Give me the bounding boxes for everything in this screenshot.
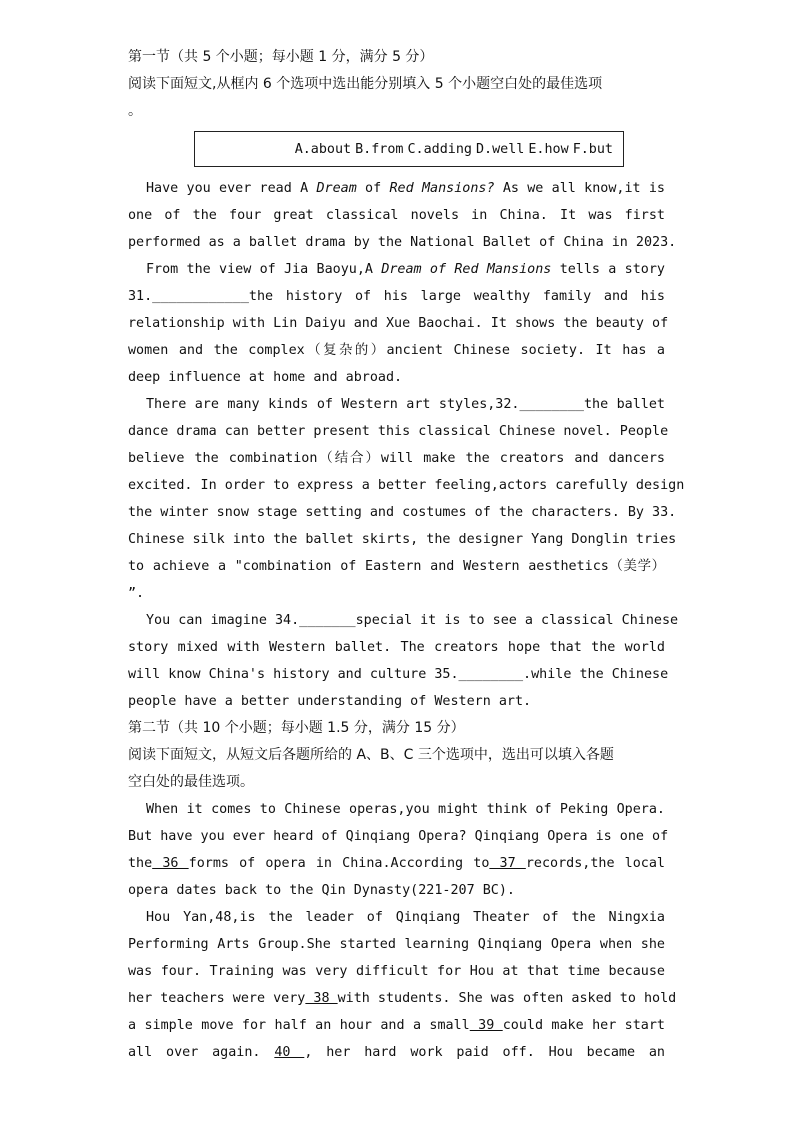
passage2-line: her teachers were very 38 with students. She was often asked to hold: [128, 991, 677, 1006]
passage2-line: But have you ever heard of Qinqiang Opera? Qinqiang Opera is one of: [128, 829, 669, 844]
option-e: E.how: [528, 141, 569, 157]
passage2-line: a simple move for half an hour and a small 39 could make her start: [128, 1018, 665, 1033]
passage2-line: was four. Training was very difficult for Hou at that time because: [128, 964, 665, 979]
worksheet-page: [128, 44, 685, 1066]
passage1-line: deep influence at home and abroad.: [128, 370, 403, 385]
passage1-line: to achieve a "combination of Eastern and Western aesthetics（美学）: [128, 559, 665, 574]
section2-heading: 第二节（共 10 个小题；每小题 1.5 分，满分 15 分）: [128, 720, 465, 736]
section2-instruction: 阅读下面短文，从短文后各题所给的 A、B、C 三个选项中，选出可以填入各题: [128, 747, 614, 763]
passage1-line-blank-34: You can imagine 34._______special it is to see a classical Chinese: [146, 613, 679, 628]
passage1-line: people have a better understanding of Western art.: [128, 694, 532, 709]
passage1-line: From the view of Jia Baoyu,A Dream of Red Mansions tells a story: [146, 262, 665, 277]
passage2-line: When it comes to Chinese operas,you might think of Peking Opera.: [146, 802, 665, 817]
passage1-line: ”.: [128, 586, 145, 601]
passage1-line: performed as a ballet drama by the National Ballet of China in 2023.: [128, 235, 677, 250]
blank-37: 37: [489, 856, 526, 871]
passage2-line: Performing Arts Group.She started learning Qinqiang Opera when she: [128, 937, 665, 952]
options-box: [194, 131, 624, 167]
section1-instruction-end: 。: [128, 103, 142, 119]
option-d: D.well: [476, 141, 525, 157]
blank-36: 36: [152, 856, 189, 871]
blank-38: 38: [305, 991, 338, 1006]
passage1-line: Chinese silk into the ballet skirts, the designer Yang Donglin tries: [128, 532, 677, 547]
passage2-line: Hou Yan,48,is the leader of Qinqiang Theater of the Ningxia: [146, 910, 665, 925]
option-b: B.from: [355, 141, 404, 157]
passage1-line: women and the complex（复杂的）ancient Chinese society. It has a: [128, 343, 665, 358]
section1-heading: 第一节（共 5 个小题；每小题 1 分，满分 5 分）: [128, 49, 434, 65]
blank-39: 39: [469, 1018, 503, 1033]
passage1-line: dance drama can better present this classical Chinese novel. People: [128, 424, 669, 439]
passage1-line: believe the combination（结合）will make the creators and dancers: [128, 451, 665, 466]
section2-instruction-end: 空白处的最佳选项。: [128, 774, 254, 790]
passage1-line-blank-35: will know China's history and culture 35.________.while the Chinese: [128, 667, 669, 682]
option-a: A.about: [294, 141, 352, 157]
passage1-line: relationship with Lin Daiyu and Xue Baochai. It shows the beauty of: [128, 316, 669, 331]
passage2-line: the 36 forms of opera in China.According to 37 records,the local: [128, 856, 665, 871]
passage2-line: all over again. 40 , her hard work paid off. Hou became an: [128, 1045, 665, 1060]
passage1-line-blank-32: There are many kinds of Western art styles,32.________the ballet: [146, 397, 665, 412]
passage1-line-blank-31: 31.____________the history of his large wealthy family and his: [128, 289, 665, 304]
option-f: F.but: [572, 141, 613, 157]
passage1-line: story mixed with Western ballet. The creators hope that the world: [128, 640, 665, 655]
passage2: [128, 796, 677, 1066]
passage1-line: one of the four great classical novels in China. It was first: [128, 208, 665, 223]
passage1-line: excited. In order to express a better feeling,actors carefully design: [128, 478, 685, 493]
passage1-line: Have you ever read A Dream of Red Mansions? As we all know,it is: [146, 181, 665, 196]
blank-40: 40: [274, 1045, 305, 1060]
passage1: [128, 175, 685, 715]
passage2-line: opera dates back to the Qin Dynasty(221-207 BC).: [128, 883, 515, 898]
option-c: C.adding: [407, 141, 472, 157]
passage1-line-blank-33: the winter snow stage setting and costumes of the characters. By 33.: [128, 505, 677, 520]
section1-instruction: 阅读下面短文,从框内 6 个选项中选出能分别填入 5 个小题空白处的最佳选项: [128, 76, 603, 92]
